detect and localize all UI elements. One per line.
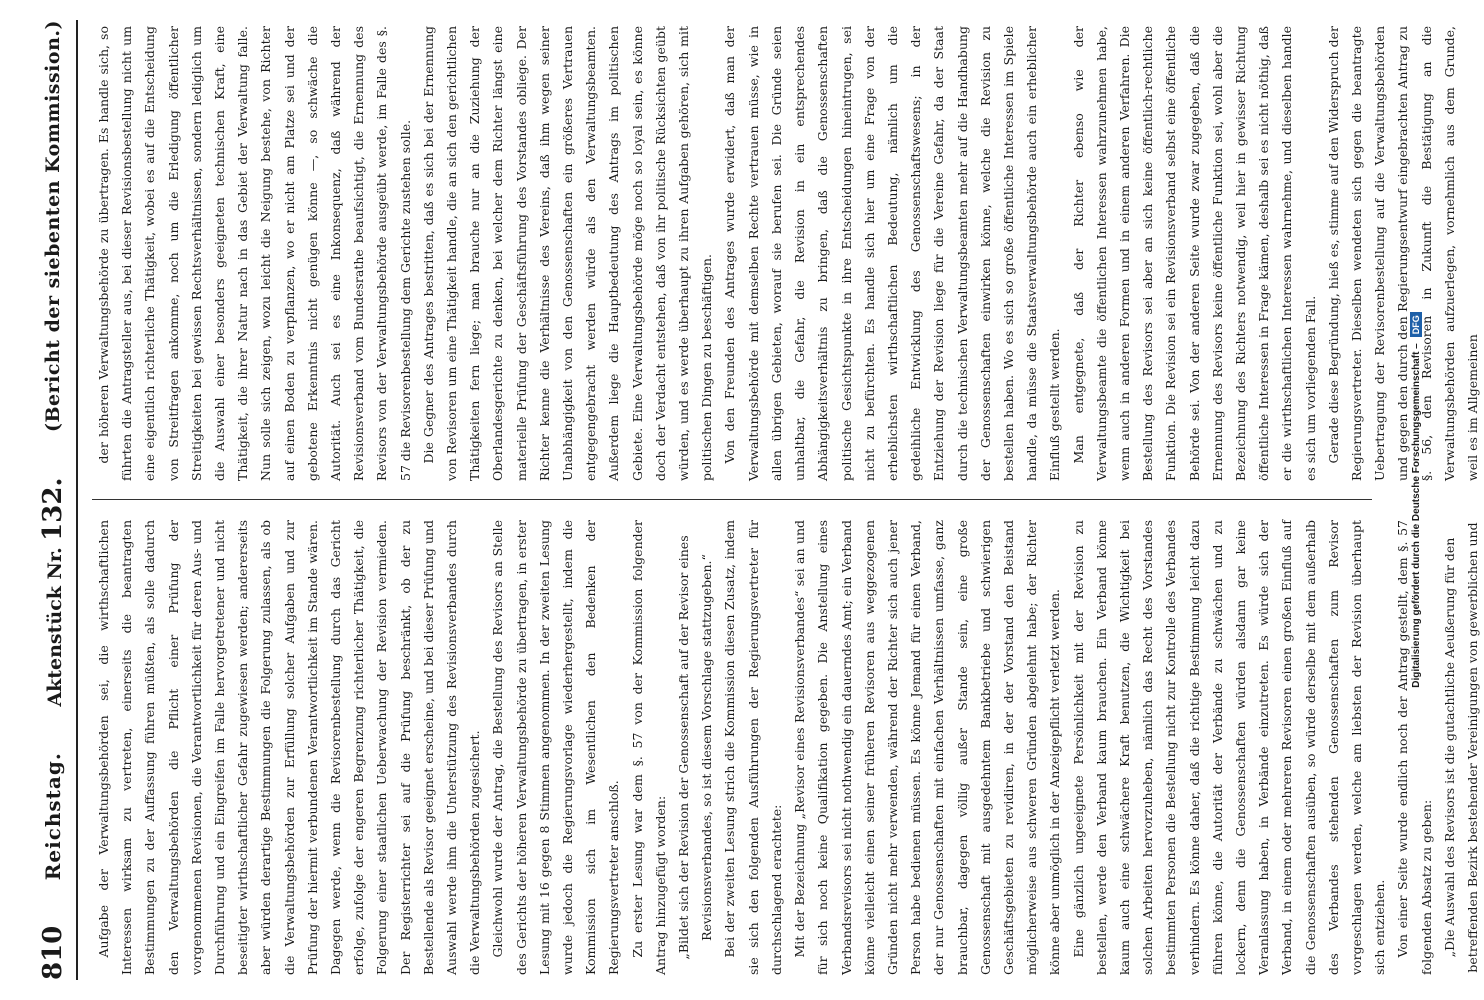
header-rule [76, 20, 78, 980]
column-divider [92, 499, 1372, 500]
paragraph: Von den Freunden des Antrages wurde erwidert, daß man der Verwaltungsbehörde mit demselben Rechte vertrauen müsse, wie in allen übrigen Gebieten, worauf sie berufen sei. Die Gründe seien unhaltbar, die Gefahr, die Revision in ein entsprechendes Abhängigkeitsverhältnis zu bringen, daß die Genossenschaften politische Gesichtspunkte in ihre Entscheidungen hineintrugen, sei nicht zu befürchten. Es handle sich hier um eine Frage von der erheblichsten wirthschaftlichen Bedeutung, nämlich um die gedeihliche Entwicklung des Genossenschaftswesens; in der Entziehung der Revision liege für die Vereine Gefahr, da der Staat durch die technischen Verwaltungsbeamten mehr auf die Handhabung der Genossenschaften einwirken könne, welche die Revision zu bestellen haben. Wo es sich so große öffentliche Interessen im Spiele handle, da müsse die Staatsverwaltungsbehörde auch ein erheblicher Einfluß gestellt werden. [722, 26, 1063, 481]
dfg-logo: DFG [1410, 312, 1422, 337]
paragraph: Von einer Seite wurde endlich noch der Antrag gestellt, dem §. 57 folgenden Absatz zu geben: [1395, 520, 1434, 975]
quoted-paragraph: „Die Auswahl des Revisors ist die gutachtliche Aeußerung für den betreffenden Bezirk bestehender Vereinigungen von gewerblichen und [1441, 522, 1480, 973]
text-column-right [92, 520, 1480, 975]
page-number: 810 [38, 925, 68, 980]
document-reference [38, 478, 68, 707]
paragraph: Eine gänzlich ungeeignete Persönlichkeit mit der Revision zu bestellen, werde den Verband kaum brauchen. Ein Verband könne kaum auch eine schwächere Kraft benutzen, die Wichtigkeit bei solchen Arbeiten hervorzuheben, nämlich das Recht des Vorstandes bestimmten Personen die Bestellung nicht zur Kontrolle des Verbandes verhindern. Es könne daher, daß die richtige Bestimmung leicht dazu führen könne, die Autorität der Verbände zu schwächen und zu lockern, denn die Genossenschaften würden alsdann gar keine Veranlassung haben, in Verbände einzutreten. Es würde sich der Verband, in einem oder mehreren Revisoren einen großen Einfluß auf die Genossenschaften ausüben, so würde derselbe mit dem außerhalb des Verbandes stehenden Genossenschaften zum Revisor vorgeschlagen werden, welche am liebsten der Revision überhaupt sich entziehen. [1070, 520, 1388, 975]
imprint-text: Digitalisierung gefördert durch die Deutsche Forschungsgemeinschaft – [1410, 343, 1422, 688]
paragraph: Gerade diese Begründung, hieß es, stimme auf den Widerspruch der Regierungsvertreter. Dieselben wendeten sich gegen die beantragte Uebertragung der Revisorenbestellung auf die Verwaltungsbehörden und gegen den durch den Regierungsentwurf eingebrachten Antrag zu §. 56, den Revisoren in Zukunft die Bestätigung an die Verwaltungsbehörden aufzuerlegen, vornehmlich aus dem Grunde, weil es im Allgemeinen [1325, 26, 1480, 481]
paragraph: Aufgabe der Verwaltungsbehörden sei, die wirthschaftlichen Interessen wirksam zu vertreten, einerseits die beantragten Bestimmungen zu der Auffassung führen müßten, als solle dadurch den Verwaltungsbehörden die Pflicht einer Prüfung der vorgenommenen Revisionen, die Verantwortlichkeit für deren Aus- und Durchführung und ein Eingreifen im Falle hervorgetretener und nicht beseitigter wirthschaftlicher Gefahr zugewiesen werden; andererseits aber würden derartige Bestimmungen die Folgerung zulassen, als ob die Verwaltungsbehörden zur Erfüllung solcher Aufgaben und zur Prüfung der hiermit verbundenen Verantwortlichkeit im Stande wären. Dagegen werde, wenn die Revisorenbestellung durch das Gericht erfolge, zufolge der engeren Begrenzung richterlicher Thätigkeit, die Folgerung einer staatlichen Ueberwachung der Revision vermieden. Der Registerrichter sei auf die Prüfung beschränkt, ob der zu Bestellende als Revisor geeignet erscheine, und bei dieser Prüfung und Auswahl werde ihm die Unterstützung des Revisionsverbandes durch die Verwaltungsbehörden zugesichert. [96, 520, 483, 975]
paragraph: Mit der Bezeichnung „Revisor eines Revisionsverbandes“ sei an und für sich noch keine Qualifikation gegeben. Die Anstellung eines Verbandsrevisors sei nicht nothwendig ein dauerndes Amt; ein Verband könne vielleicht einen seiner früheren Revisoren aus weggezogenen Gründen nicht mehr verwenden, während der Richter sich auch jener Person habe bedienen müssen. Es könne Jemand für einen Verband, der nur Genossenschaften mit einfachen Verhältnissen umfasse, ganz brauchbar, dagegen völlig außer Stande sein, eine große Genossenschaft mit ausgedehntem Bankbetriebe und schwierigen Geschäftsgebieten zu revidiren, in der der Vorstand den Beistand möglicherweise aus schweren Gründen abgelehnt habe; der Richter könne aber unmöglich in der Anzeigepflicht verletzt werden. [792, 520, 1063, 975]
paragraph: Zu erster Lesung war dem §. 57 von der Kommission folgender Antrag hinzugefügt worden: [629, 520, 668, 975]
running-header [36, 20, 70, 980]
document-number: 132. [38, 477, 68, 541]
paragraph: Gleichwohl wurde der Antrag, die Bestellung des Revisors an Stelle des Gerichts der höheren Verwaltungsbehörde zu übertragen, in erster Lesung mit 16 gegen 8 Stimmen angenommen. In der zweiten Lesung wurde jedoch die Regierungsvorlage wiederhergestellt, indem die Kommission sich im Wesentlichen den Bedenken der Regierungsvertreter anschloß. [490, 520, 622, 975]
paragraph: der höheren Verwaltungsbehörde zu übertragen. Es handle sich, so führten die Antragsteller aus, bei dieser Revisionsbestellung nicht um eine eigentlich richterliche Thätigkeit, wobei es auf die Entscheidung von Streitfragen ankomme, noch um die Erledigung öffentlicher Streitigkeiten bei gewissen Rechtsverhältnissen, sondern lediglich um die Auswahl einer besonders geeigneten technischen Kraft, eine Thätigkeit, die ihrer Natur nach in das Gebiet der Verwaltung falle. Nun solle sich zeigen, wozu leicht die Neigung bestehe, von Richter auf einen Boden zu verpflanzen, wo er nicht am Platze sei und der gebotene Erkenntnis nicht genügen könne —, so schwäche die Autorität. Auch sei es eine Inkonsequenz, daß während der Revisionsverband vom Bundesrathe beaufsichtigt, die Ernennung des Revisors von der Verwaltungsbehörde ausgeübt werde, im Falle des §. 57 die Revisorenbestellung dem Gerichte zustehen solle. [96, 26, 413, 481]
quoted-paragraph: „Bildet sich der Revision der Genossenschaft auf der Revisor eines Revisionsverbandes, so ist diesem Vorschlage stattzugeben.“ [676, 535, 715, 960]
section-label: Aktenstück Nr. [44, 547, 66, 707]
paragraph: Man entgegnete, daß der Richter ebenso wie der Verwaltungsbeamte die öffentlichen Interessen wahrzunehmen habe, wenn auch in anderen Formen und in einem anderen Verfahren. Die Bestellung des Revisors sei aber an sich keine öffentlich-rechtliche Funktion. Die Revision sei ein Revisionsverband selbst eine öffentliche Behörde sei. Von der anderen Seite wurde zwar zugegeben, daß die Ernennung des Revisors keine öffentliche Funktion sei, wohl aber die Bezeichnung des Richters notwendig, weil hier in gewisser Richtung öffentliche Interessen in Frage kämen, deshalb sei es nicht nöthig, daß er die wirthschaftlichen Interessen wahrnehme, und dieselben handle es sich um vorliegenden Fall. [1070, 26, 1318, 481]
report-title: (Bericht der siebenten Kommission.) [42, 20, 64, 433]
paragraph: Bei der zweiten Lesung strich die Kommission diesen Zusatz, indem sie sich den folgenden Ausführungen der Regierungsvertreter für durchschlagend erachtete: [722, 520, 784, 975]
publication-name: Reichstag. [41, 752, 65, 881]
paragraph: Die Gegner des Antrages bestritten, daß es sich bei der Ernennung von Revisoren um eine Thätigkeit handle, die an sich den gerichtlichen Thätigkeiten fern liege; man brauche nur an die Zuziehung der Oberlandesgerichte zu denken, bei welcher dem Richter längst eine materielle Prüfung der Geschäftsführung des Vorstandes obliege. Der Richter kenne die Verhältnisse des Vereins, daß ihm wegen seiner Unabhängigkeit von den Genossenschaften ein größeres Vertrauen entgegengebracht werden würde als den Verwaltungsbeamten. Außerdem liege die Hauptbedeutung des Antrags im politischen Gebiete. Eine Verwaltungsbehörde möge noch so loyal sein, es könne doch der Verdacht entstehen, daß von ihr politische Rücksichten geübt würden, und es werde überhaupt zu ihren Aufgaben gehören, sich mit politischen Dingen zu beschäftigen. [420, 26, 715, 481]
